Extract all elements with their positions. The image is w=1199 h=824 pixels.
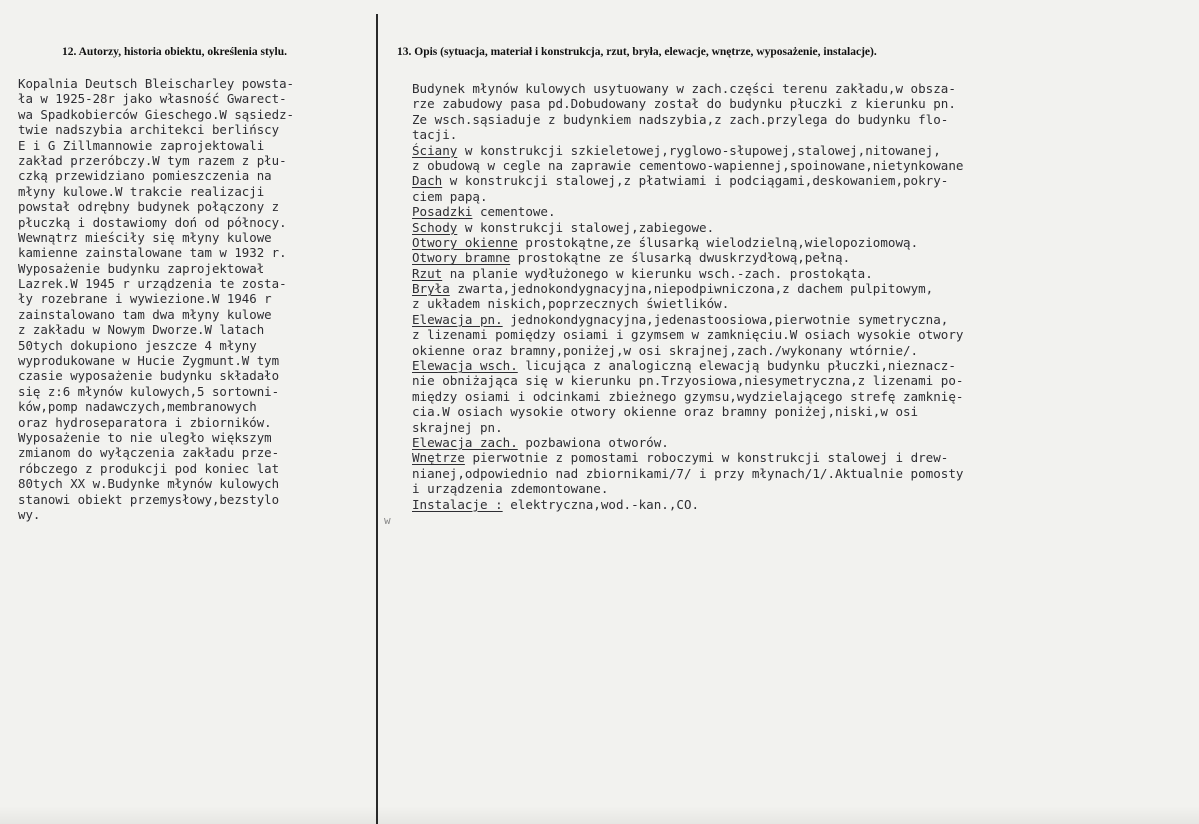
description-line [412,143,963,158]
description-text: w konstrukcji stalowej,z płatwiami i podciągami,deskowaniem,pokry- [442,173,949,189]
section-12-header: 12. Autorzy, historia obiektu, określenia stylu. [62,46,288,58]
description-line [412,220,963,235]
description-text-column [412,81,963,512]
history-line: wy. [18,506,41,522]
description-text: z lizenami pomiędzy osiami i gzymsem w zamknięciu.W osiach wysokie otwory [412,327,964,343]
margin-mark: w [384,514,391,527]
description-line [412,281,963,296]
history-line: twie nadszybia architekci berlińscy [18,122,280,138]
description-line [412,266,963,281]
history-line: oraz hydroseparatora i zbiorników. [18,414,272,430]
description-text: cia.W osiach wysokie otwory okienne oraz bramny poniżej,niski,w osi [412,404,919,420]
description-text: skrajnej pn. [412,419,503,435]
section-term: Rzut [412,265,443,281]
history-line: stanowi obiekt przemysłowy,bezstylo [18,491,280,507]
description-line [412,420,963,435]
description-line [412,250,963,265]
description-line [412,435,963,450]
history-line: kamienne zainstalowane tam w 1932 r. [18,245,287,261]
description-text: ciem papą. [412,188,488,204]
description-text: cementowe. [472,204,556,220]
description-line [412,358,963,373]
description-text: na planie wydłużonego w kierunku wsch.-zach. prostokąta. [442,265,873,281]
description-line [412,96,963,111]
description-text: w konstrukcji stalowej,zabiegowe. [457,219,715,235]
section-term: Dach [412,173,443,189]
description-line [412,173,963,188]
description-line [412,127,963,142]
history-line: 50tych dokupiono jeszcze 4 młyny [18,337,257,353]
history-line: wyprodukowane w Hucie Zygmunt.W tym [18,353,280,369]
history-line: ły rozebrane i wywiezione.W 1946 r [18,291,272,307]
history-line: powstał odrębny budynek połączony z [18,199,280,215]
history-line: Wyposażenie budynku zaprojektował [18,260,265,276]
history-line: ła w 1925-28r jako własność Gwarect- [18,91,287,107]
description-text: nie obniżająca się w kierunku pn.Trzyosiowa,niesymetryczna,z lizenami po- [412,373,964,389]
description-line [412,450,963,465]
history-line: Lazrek.W 1945 r urządzenia te zosta- [18,276,287,292]
history-line: Wewnątrz mieściły się młyny kulowe [18,229,272,245]
history-line: wa Spadkobierców Gieschego.W sąsiedz- [18,106,295,122]
section-term: Bryła [412,281,450,297]
section-term: Elewacja zach. [412,434,518,450]
description-line [412,389,963,404]
section-term: Posadzki [412,204,473,220]
description-text: prostokątne,ze ślusarką wielodzielną,wielopoziomową. [517,234,919,250]
description-text: w konstrukcji szkieletowej,ryglowo-słupowej,stalowej,nitowanej, [457,142,941,158]
description-text: licująca z analogiczną elewacją budynku płuczki,nieznacz- [517,358,956,374]
history-text-column [18,76,294,522]
description-line [412,158,963,173]
description-text: i urządzenia zdemontowane. [412,481,609,497]
description-line [412,81,963,96]
section-term: Elewacja wsch. [412,358,518,374]
description-text: z obudową w cegle na zaprawie cementowo-wapiennej,spoinowane,nietynkowane [412,157,964,173]
history-line: Wyposażenie to nie uległo większym [18,429,272,445]
section-term: Elewacja pn. [412,311,503,327]
history-line: czką przewidziano pomieszczenia na [18,168,272,184]
description-line [412,327,963,342]
description-line [412,404,963,419]
history-line: zakład przeróbczy.W tym razem z płu- [18,152,287,168]
description-text: rze zabudowy pasa pd.Dobudowany został do budynku płuczki z kierunku pn. [412,96,956,112]
description-text: Ze wsch.sąsiaduje z budynkiem nadszybia,z zach.przylega do budynku flo- [412,111,949,127]
description-text: pozbawiona otworów. [517,434,669,450]
description-line [412,466,963,481]
description-text: prostokątne ze ślusarką dwuskrzydłową,pełną. [510,250,851,266]
description-line [412,481,963,496]
description-line [412,373,963,388]
section-term: Wnętrze [412,450,465,466]
history-line: zmianom do wyłączenia zakładu prze- [18,445,280,461]
history-line: róbczego z produkcji pod koniec lat [18,460,280,476]
history-line: się z:6 młynów kulowych,5 sortowni- [18,383,280,399]
section-term: Otwory bramne [412,250,511,266]
description-line [412,112,963,127]
description-text: nianej,odpowiednio nad zbiornikami/7/ i przy młynach/1/.Aktualnie pomosty [412,465,964,481]
section-term: Otwory okienne [412,234,518,250]
history-line: 80tych XX w.Budynke młynów kulowych [18,476,280,492]
history-line: ków,pomp nadawczych,membranowych [18,399,257,415]
description-text: Budynek młynów kulowych usytuowany w zach.części terenu zakładu,w obsza- [412,81,956,96]
description-text: tacji. [412,127,458,143]
history-line: czasie wyposażenie budynku składało [18,368,280,384]
description-text: pierwotnie z pomostami roboczymi w konstrukcji stalowej i drew- [464,450,949,466]
section-term: Ściany [412,142,458,158]
description-line [412,343,963,358]
description-text: jednokondygnacyjna,jedenastoosiowa,pierwotnie symetryczna, [502,311,949,327]
description-line [412,296,963,311]
history-line: z zakładu w Nowym Dworze.W latach [18,322,265,338]
section-term: Instalacje : [412,496,503,512]
history-line: E i G Zillmannowie zaprojektowali [18,137,265,153]
description-text: okienne oraz bramny,poniżej,w osi skrajnej,zach./wykonany wtórnie/. [412,342,919,358]
description-text: z układem niskich,poprzecznych świetlików. [412,296,730,312]
description-text: między osiami i odcinkami zbieżnego gzymsu,wydzielającego strefę zamknię- [412,388,964,404]
description-line [412,312,963,327]
history-line: Kopalnia Deutsch Bleischarley powsta- [18,76,295,91]
column-divider [376,14,378,824]
description-text: zwarta,jednokondygnacyjna,niepodpiwniczona,z dachem pulpitowym, [449,281,934,297]
description-line [412,204,963,219]
history-line: zainstalowano tam dwa młyny kulowe [18,306,272,322]
description-line [412,497,963,512]
history-line: płuczką i dostawiomy doń od północy. [18,214,287,230]
history-line: młyny kulowe.W trakcie realizacji [18,183,265,199]
section-term: Schody [412,219,458,235]
description-line [412,189,963,204]
section-13-header: 13. Opis (sytuacja, materiał i konstrukcja, rzut, bryła, elewacje, wnętrze, wyposażenie, instalacje). [397,46,877,58]
description-text: elektryczna,wod.-kan.,CO. [502,496,700,512]
description-line [412,235,963,250]
